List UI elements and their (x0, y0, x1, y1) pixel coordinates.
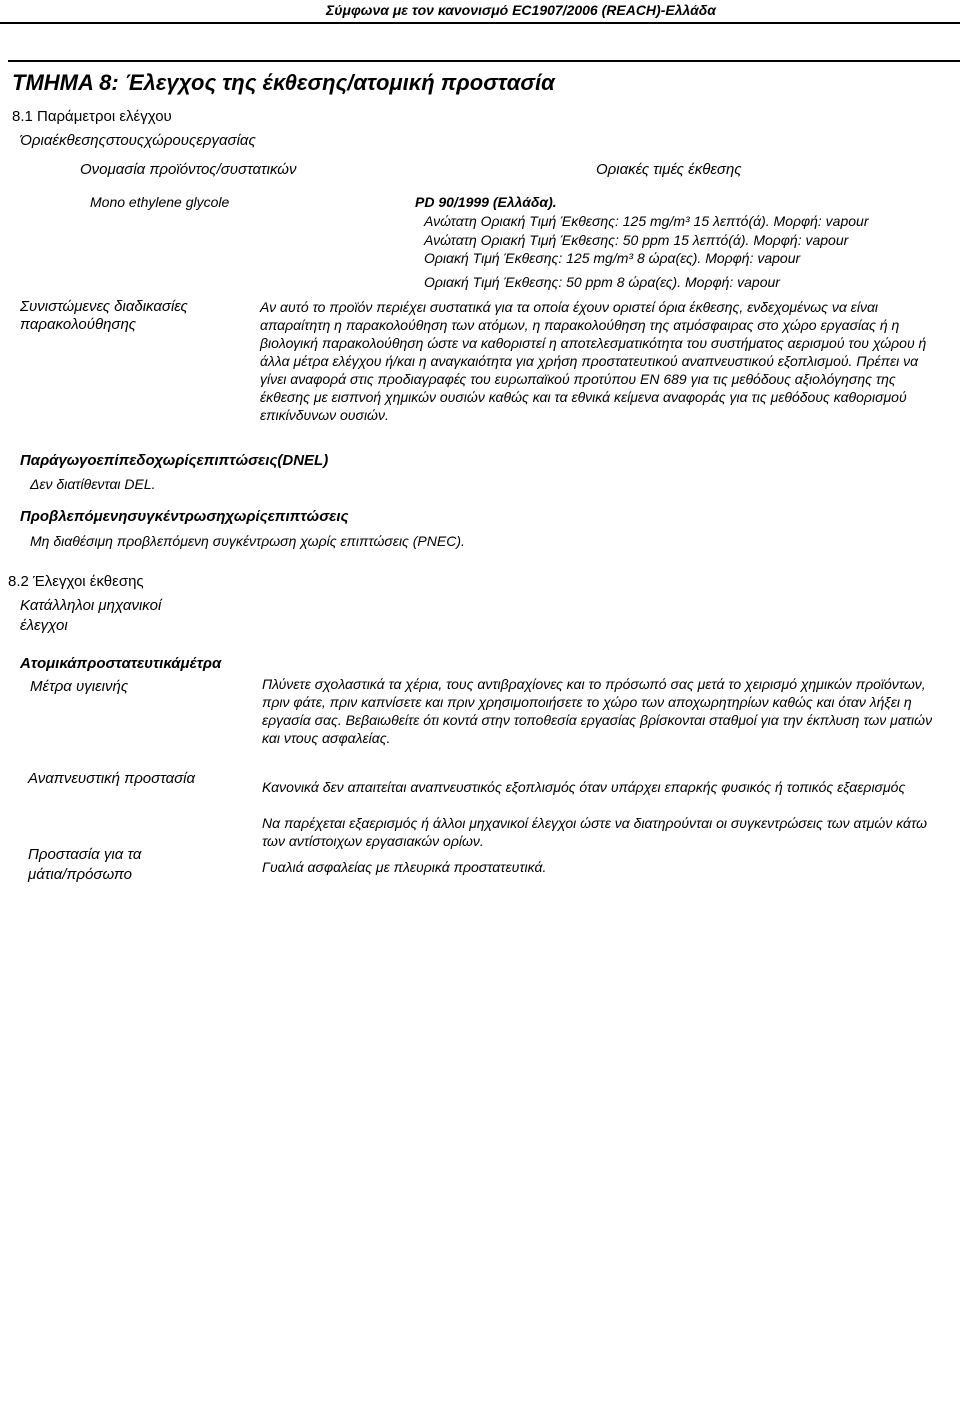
regulation-header: Σύμφωνα με τον κανονισμό EC1907/2006 (REACH)-Ελλάδα (325, 2, 716, 18)
dnel-text: Δεν διατίθενται DEL. (30, 476, 156, 492)
limit-line: Ανώτατη Οριακή Τιμή Έκθεσης: 125 mg/m³ 15 λεπτό(ά). Μορφή: vapour (424, 213, 869, 229)
col-product-header: Ονομασία προϊόντος/συστατικών (80, 161, 297, 178)
section-rule (8, 60, 960, 62)
monitoring-label: Συνιστώμενες διαδικασίες παρακολούθησης (20, 298, 188, 333)
section-title: ΤΜΗΜΑ 8: Έλεγχος της έκθεσης/ατομική προστασία (12, 70, 555, 95)
limit-line: Οριακή Τιμή Έκθεσης: 50 ppm 8 ώρα(ες). Μορφή: vapour (424, 274, 780, 290)
s81-heading: 8.1 Παράμετροι ελέγχου (12, 108, 172, 125)
hygiene-label: Μέτρα υγιεινής (30, 678, 129, 695)
header-rule (0, 22, 960, 24)
hygiene-text: Πλύνετε σχολαστικά τα χέρια, τους αντιβραχίονες και το πρόσωπό σας μετά το χειρισμό χημικών προϊόντων, πριν φάτε, πριν καπνίσετε και πριν χρησιμοποιήσετε το χώρο των αποχωρητηρίων καθώς και όταν λήξει η εργασία σας. Βεβαιωθείτε ότι κοντά στην τοποθεσία εργασίας βρίσκονται σταθμοί για την έκπλυση των ματιών και ντους ασφαλείας. (262, 676, 933, 746)
respiratory-text-2: Να παρέχεται εξαερισμός ή άλλοι μηχανικοί έλεγχοι ώστε να διατηρούνται οι συγκεντρώσεις των ατμών κάτω των αντίστοιχων εργασιακών ορίων. (262, 815, 927, 849)
ppe-heading: Ατομικάπροστατευτικάμέτρα (20, 655, 222, 672)
monitoring-text: Αν αυτό το προϊόν περιέχει συστατικά για τα οποία έχουν οριστεί όρια έκθεσης, ενδεχομένως να είναι απαραίτητη η παρακολούθηση των ατόμων, η παρακολούθηση της ατμόσφαιρας στο χώρο εργασίας ή η βιολογική παρακολούθηση ώστε να καθοριστεί η αποτελεσματικότητα του συστήματος αερισμού του χώρου ή άλλα μέτρα ελέγχου ή/και η αναγκαιότητα για χρήση προστατευτικού αναπνευστικού εξοπλισμού. Πρέπει να γίνει αναφορά στις προδιαγραφές του ευρωπαϊκού προτύπου EN 689 για τις μεθόδους αξιολόγησης της έκθεσης με εισπνοή χημικών ουσιών καθώς και τα εθνικά κείμενα αναφοράς για τις μεθόδους καθορισμού επικίνδυνων ουσιών. (260, 299, 927, 423)
eye-protection-label: Προστασία για τα μάτια/πρόσωπο (28, 846, 142, 883)
pnec-heading: Προβλεπόμενησυγκέντρωσηχωρίςεπιπτώσεις (20, 508, 349, 525)
pnec-text: Μη διαθέσιμη προβλεπόμενη συγκέντρωση χωρίς επιπτώσεις (PNEC). (30, 533, 465, 549)
limit-line: Οριακή Τιμή Έκθεσης: 125 mg/m³ 8 ώρα(ες). Μορφή: vapour (424, 250, 801, 266)
limit-source: PD 90/1999 (Ελλάδα). (415, 194, 557, 210)
respiratory-label: Αναπνευστική προστασία (28, 770, 196, 787)
s82-heading: 8.2 Έλεγχοι έκθεσης (8, 573, 144, 590)
dnel-heading: Παράγωγοεπίπεδοχωρίςεπιπτώσεις(DNEL) (20, 452, 329, 469)
product-name: Mono ethylene glycole (90, 194, 230, 210)
respiratory-text-1: Κανονικά δεν απαιτείται αναπνευστικός εξοπλισμός όταν υπάρχει επαρκής φυσικός ή τοπικός εξαερισμός (262, 779, 906, 795)
col-limits-header: Οριακές τιμές έκθεσης (596, 161, 742, 178)
s81-subheading: Όριαέκθεσηςστουςχώρουςεργασίας (20, 132, 256, 149)
engineering-controls-label: Κατάλληλοι μηχανικοί έλεγχοι (20, 597, 162, 634)
limit-line: Ανώτατη Οριακή Τιμή Έκθεσης: 50 ppm 15 λεπτό(ά). Μορφή: vapour (424, 232, 849, 248)
eye-protection-text: Γυαλιά ασφαλείας με πλευρικά προστατευτικά. (262, 859, 547, 875)
